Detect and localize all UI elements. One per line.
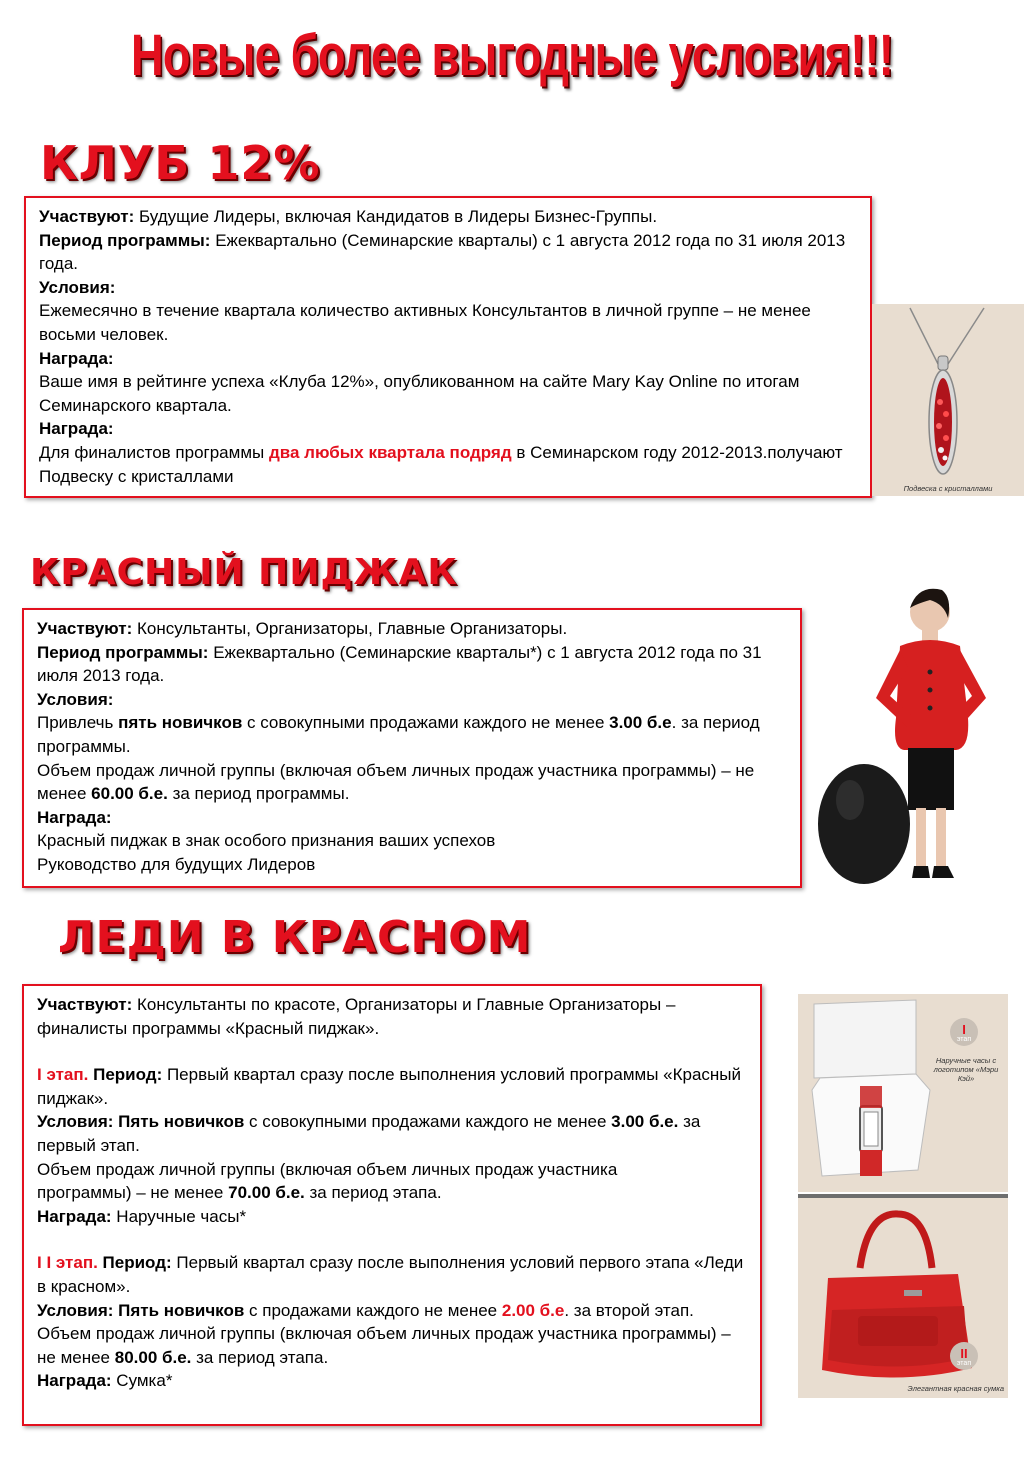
lady-stage2-reward: Награда: Сумка*	[37, 1371, 173, 1391]
lady-stage1-volume: Объем продаж личной группы (включая объем личных продаж участника программы) – не менее 70.00 б.е. за период этапа.	[37, 1159, 618, 1203]
watch-stage-word: этап	[956, 1036, 972, 1043]
lady-stage1-reward: Награда: Наручные часы*	[37, 1206, 247, 1226]
club-reward2-highlight: два любых квартала подряд	[268, 442, 512, 462]
pendant-caption: Подвеска с кристаллами	[903, 484, 993, 493]
jacket-condition-2: Объем продаж личной группы (включая объем личных продаж участника программы) – не менее 60.00 б.е. за период программы.	[37, 760, 755, 804]
watch-image-panel	[798, 994, 1008, 1192]
crystal-pendant-icon	[872, 304, 1024, 496]
club-reward1-label: Награда:	[39, 348, 114, 368]
club-conditions-label: Условия:	[39, 277, 116, 297]
lady-participants-text: Консультанты по красоте, Организаторы и Главные Организаторы – финалисты программы «Красный пиджак».	[37, 995, 676, 1038]
bag-image-panel	[798, 1198, 1008, 1398]
club-info-box	[24, 196, 872, 498]
club-conditions-text: Ежемесячно в течение квартала количество активных Консультантов в личной группе – не менее восьми человек.	[39, 301, 811, 344]
jacket-period-label: Период программы:	[37, 642, 209, 662]
watch-caption: Наручные часы с логотипом «Мэри Кэй»	[933, 1056, 999, 1083]
lady-stage2-volume: Объем продаж личной группы (включая объем личных продаж участника программы) – не менее 80.00 б.е. за период этапа.	[37, 1324, 731, 1367]
club-title: КЛУБ 12%	[40, 136, 321, 190]
jacket-reward-line-2: Руководство для будущих Лидеров	[37, 854, 316, 874]
lady-stage2-period: I I этап. Период: Первый квартал сразу после выполнения условий первого этапа «Леди в красном».	[37, 1253, 744, 1296]
lady-stage1-period: I этап. Период: Первый квартал сразу после выполнения условий программы «Красный пиджак».	[37, 1065, 742, 1108]
red-jacket-model-image	[818, 578, 998, 888]
lady-info-box	[22, 984, 762, 1426]
lady-stage1-conditions: Условия: Пять новичков с совокупными продажами каждого не менее 3.00 б.е. за первый этап.	[37, 1112, 701, 1155]
lady-stage2-label: I I этап.	[37, 1253, 98, 1273]
lady-participants-label: Участвуют:	[37, 995, 133, 1014]
club-reward2-label: Награда:	[39, 419, 114, 439]
red-bag-icon	[798, 1198, 1008, 1398]
club-period-label: Период программы:	[39, 230, 211, 250]
jacket-participants-label: Участвуют:	[37, 619, 133, 638]
jacket-conditions-label: Условия:	[37, 689, 114, 709]
jacket-title: КРАСНЫЙ ПИДЖАК	[30, 552, 458, 593]
lady-stage2-conditions: Условия: Пять новичков с продажами каждого не менее 2.00 б.е. за второй этап.	[37, 1300, 694, 1320]
club-participants-text: Будущие Лидеры, включая Кандидатов в Лидеры Бизнес-Группы.	[134, 207, 658, 226]
lady-title: ЛЕДИ В КРАСНОМ	[58, 912, 532, 963]
club-reward1-text: Ваше имя в рейтинге успеха «Клуба 12%», опубликованном на сайте Mary Kay Online по итогам Семинарского квартала.	[39, 372, 800, 415]
club-reward2-text: Для финалистов программы два любых квартала подряд в Семинарском году 2012-2013.получают Подвеску с кристаллами	[39, 442, 843, 486]
jacket-reward-label: Награда:	[37, 807, 112, 827]
lady-stage1-label: I этап.	[37, 1065, 89, 1085]
pendant-image-panel	[872, 304, 1024, 496]
jacket-info-box	[22, 608, 802, 888]
club-period-text: Ежеквартально (Семинарские кварталы) с 1 августа 2012 года по 31 июля 2013 года.	[39, 230, 846, 274]
bag-stage-numeral: II	[960, 1346, 968, 1361]
watch-stage-numeral: I	[962, 1022, 966, 1037]
bag-caption: Элегантная красная сумка	[907, 1384, 1004, 1393]
jacket-participants-text: Консультанты, Организаторы, Главные Организаторы.	[132, 619, 568, 638]
bag-stage-word: этап	[956, 1360, 972, 1367]
club-participants-label: Участвуют:	[39, 207, 135, 226]
jacket-reward-line-1: Красный пиджак в знак особого признания ваших успехов	[37, 831, 496, 851]
jacket-period-text: Ежеквартально (Семинарские кварталы*) с 1 августа 2012 года по 31 июля 2013 года.	[37, 642, 762, 686]
jacket-condition-1: Привлечь пять новичков с совокупными продажами каждого не менее 3.00 б.е. за период программы.	[37, 713, 760, 756]
page-headline: Новые более выгодные условия!!!	[130, 23, 894, 88]
